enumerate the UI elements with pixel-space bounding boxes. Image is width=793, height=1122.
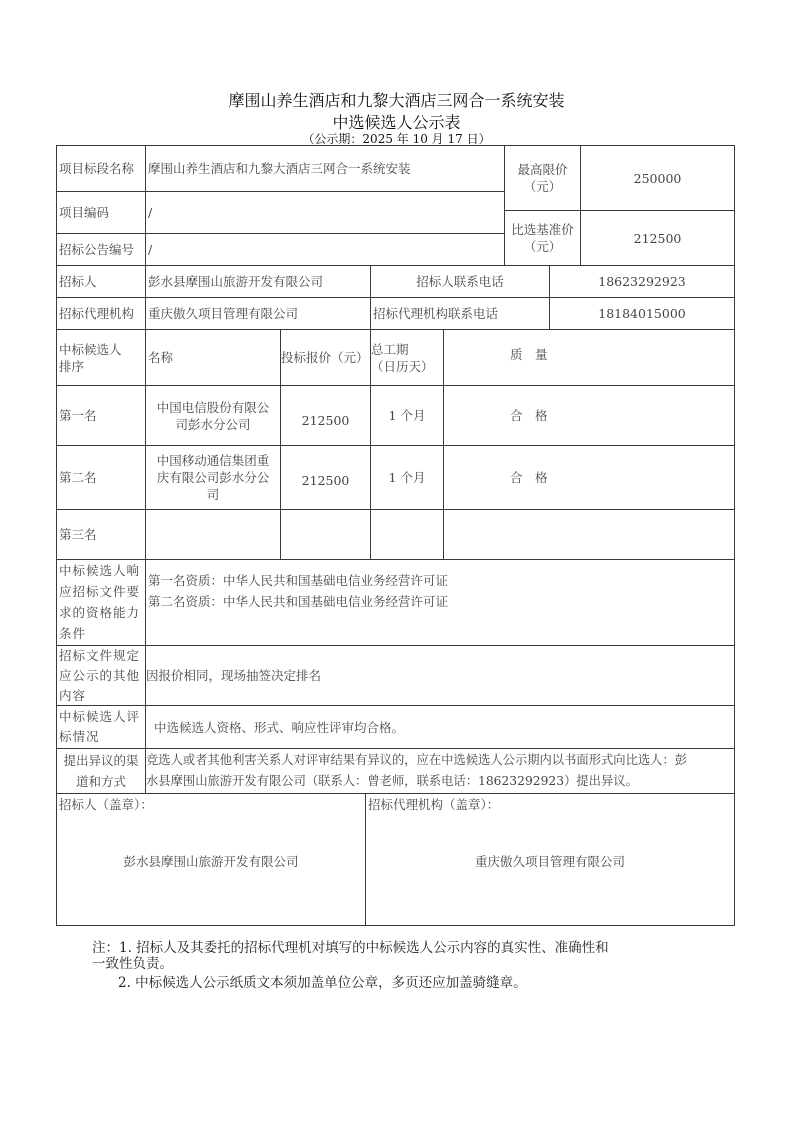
other-content-label-line: 招标文件规定: [59, 648, 141, 663]
candidate-name: [145, 445, 281, 510]
project-code-value: /: [145, 191, 505, 234]
objection-label: [56, 748, 146, 794]
evaluation-label: [56, 705, 146, 749]
qualification-label-line: 条件: [59, 626, 87, 641]
qualification-label: [56, 559, 146, 646]
evaluation-value: 中选候选人资格、形式、响应性评审均合格。: [145, 705, 735, 749]
objection-value: [145, 748, 735, 794]
candidate-name-line: 中国电信股份有限公: [156, 399, 270, 415]
max-price-label-line2: （元）: [523, 179, 562, 194]
objection-label-line: 提出异议的渠: [63, 753, 139, 768]
qualification-value: [145, 559, 735, 646]
candidate-price: [280, 509, 371, 560]
footnotes: [92, 940, 712, 991]
other-content-value: 因报价相同，现场抽签决定排名: [145, 645, 735, 706]
qualification-line: 第二名资质：中华人民共和国基础电信业务经营许可证: [148, 594, 449, 609]
project-name-value: 摩围山养生酒店和九黎大酒店三网合一系统安装: [145, 145, 505, 192]
note-1-line-2: 一致性负责。: [92, 956, 173, 972]
candidate-name-line: 司彭水分公司: [175, 416, 251, 432]
rank-header: [56, 329, 146, 386]
quality-header: 质 量: [443, 329, 735, 386]
qualification-label-line: 应招标文件要: [59, 584, 141, 599]
qualification-line: 第一名资质：中华人民共和国基础电信业务经营许可证: [148, 573, 449, 588]
qualification-label-line: 中标候选人响: [59, 563, 141, 578]
project-code-label: 项目编码: [56, 191, 146, 234]
agency-seal-box: [365, 793, 735, 926]
document-title: 摩围山养生酒店和九黎大酒店三网合一系统安装: [228, 91, 565, 110]
tenderer-value: 彭水县摩围山旅游开发有限公司: [145, 265, 371, 298]
candidate-quality: 合 格: [443, 385, 735, 446]
objection-label-line: 道和方式: [75, 774, 126, 789]
rank-header-line2: 排序: [59, 358, 85, 374]
other-content-label-line: 内容: [59, 688, 87, 703]
tenderer-seal-box: [56, 793, 366, 926]
base-price-label-line2: （元）: [523, 239, 562, 254]
candidate-period: [370, 509, 444, 560]
tenderer-seal-label: 招标人（盖章）：: [59, 797, 153, 812]
candidate-publicity-table: [57, 146, 735, 926]
note-1-line-1: 注：1. 招标人及其委托的招标代理机对填写的中标候选人公示内容的真实性、准确性和: [92, 940, 609, 956]
max-price-label: [504, 145, 581, 211]
agency-value: 重庆傲久项目管理有限公司: [145, 297, 371, 330]
price-header: 投标报价（元）: [280, 329, 371, 386]
agency-seal-label: 招标代理机构（盖章）：: [368, 797, 500, 812]
period-header-line1: 总工期: [371, 341, 409, 357]
candidate-name-line: 司: [206, 487, 220, 502]
agency-seal-name: 重庆傲久项目管理有限公司: [474, 854, 625, 869]
candidate-period: 1 个月: [370, 445, 444, 510]
objection-line: 竞选人或者其他利害关系人对评审结果有异议的，应在中选候选人公示期内以书面形式向比选人：彭: [146, 753, 688, 767]
agency-phone-value: 18184015000: [549, 297, 735, 330]
max-price-label-line1: 最高限价: [517, 162, 568, 177]
candidate-rank: 第二名: [56, 445, 146, 510]
name-header: 名称: [145, 329, 281, 386]
evaluation-label-line: 标情况: [59, 729, 100, 744]
other-content-label: [56, 645, 146, 706]
candidate-rank: 第三名: [56, 509, 146, 560]
agency-label: 招标代理机构: [56, 297, 146, 330]
candidate-price: 212500: [280, 445, 371, 510]
candidate-name-line: 中国移动通信集团重: [156, 453, 270, 468]
period-header-line2: （日历天）: [371, 358, 434, 374]
agency-phone-label: 招标代理机构联系电话: [370, 297, 550, 330]
period-header: [370, 329, 444, 386]
project-name-label: 项目标段名称: [56, 145, 146, 192]
objection-line: 水县摩围山旅游开发有限公司（联系人：曾老师，联系电话：18623292923）提出异议。: [146, 774, 638, 788]
candidate-name-line: 庆有限公司彭水分公: [156, 470, 270, 485]
notice-number-value: /: [145, 233, 505, 266]
qualification-label-line: 求的资格能力: [59, 605, 141, 620]
tenderer-seal-name: 彭水县摩围山旅游开发有限公司: [123, 854, 299, 869]
document-subtitle: 中选候选人公示表: [332, 113, 461, 132]
notice-number-label: 招标公告编号: [56, 233, 146, 266]
tenderer-phone-value: 18623292923: [549, 265, 735, 298]
candidate-name: [145, 509, 281, 560]
tenderer-phone-label: 招标人联系电话: [370, 265, 550, 298]
base-price-label: [504, 210, 581, 266]
note-2: 2. 中标候选人公示纸质文本须加盖单位公章，多页还应加盖骑缝章。: [118, 975, 527, 991]
candidate-name: [145, 385, 281, 446]
candidate-period: 1 个月: [370, 385, 444, 446]
max-price-value: 250000: [580, 145, 735, 211]
candidate-quality: [443, 509, 735, 560]
evaluation-label-line: 中标候选人评: [59, 709, 141, 724]
publicity-period: （公示期：2025 年 10 月 17 日）: [302, 132, 491, 146]
base-price-value: 212500: [580, 210, 735, 266]
other-content-label-line: 应公示的其他: [59, 668, 141, 683]
rank-header-line1: 中标候选人: [59, 341, 122, 357]
candidate-rank: 第一名: [56, 385, 146, 446]
candidate-quality: 合 格: [443, 445, 735, 510]
tenderer-label: 招标人: [56, 265, 146, 298]
base-price-label-line1: 比选基准价: [511, 222, 574, 237]
candidate-price: 212500: [280, 385, 371, 446]
